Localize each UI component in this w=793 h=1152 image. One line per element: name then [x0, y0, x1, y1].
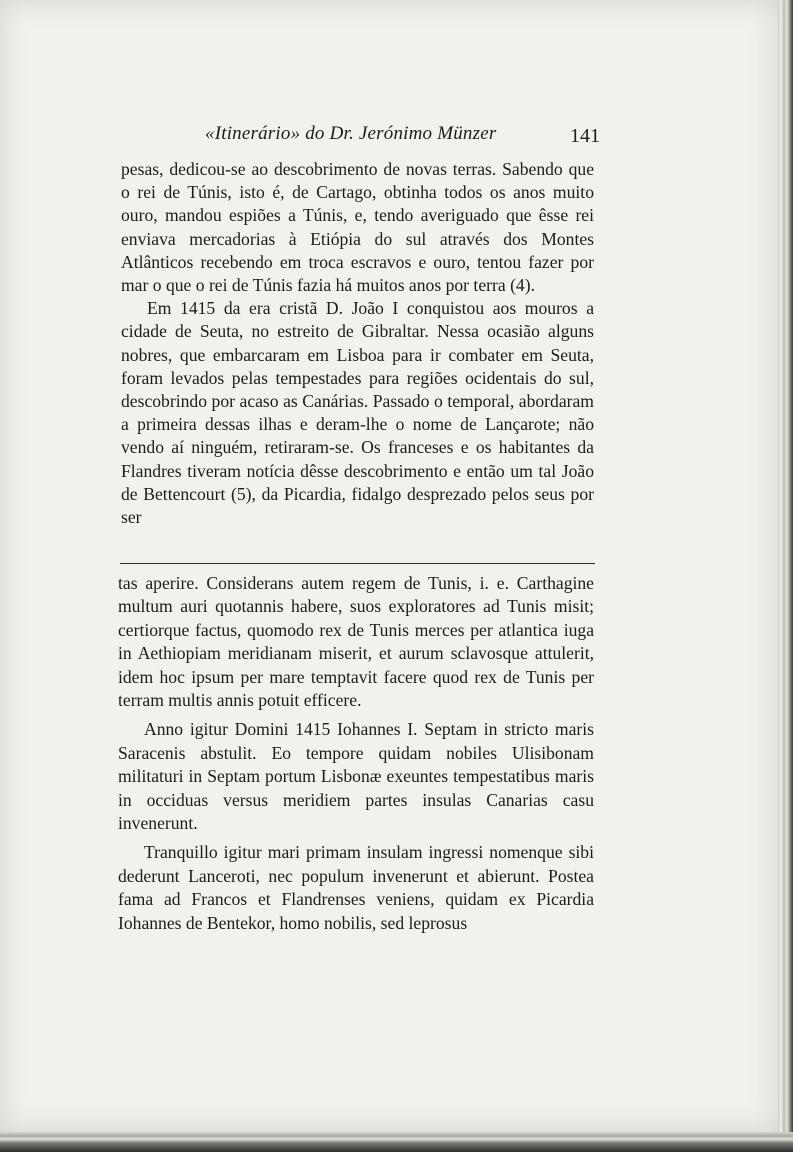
latin-text: [118, 572, 594, 935]
paragraph-text: , da Picardia, fidalgo desprezado pelos seus por ser: [121, 483, 594, 528]
divider-rule: [120, 563, 595, 564]
paragraph: Tranquillo igitur mari primam insulam ingressi nomenque sibi dederunt Lanceroti, nec populum invenerunt et abierunt. Postea fama ad Francos et Flandrenses veniens, quidam ex Picardia Iohannes de Bentekor, homo nobilis, sed leprosus: [118, 842, 594, 933]
running-title: «Itinerário» do Dr. Jerónimo Münzer: [205, 123, 497, 144]
paragraph: tas aperire. Considerans autem regem de Tunis, i. e. Carthagine multum auri quotannis habere, suos exploratores ad Tunis misit; certiorque factus, quomodo rex de Tunis merces per atlantica iuga in Aethiopiam meridianam miserit, et aurum sclavosque attulerit, idem hoc ipsum per mare temptavit facere quod rex de Tunis per terram multis annis potuit efficere.: [118, 573, 594, 711]
paragraph-text: pesas, dedicou-se ao descobrimento de novas terras. Sabendo que o rei de Túnis, isto é, de Cartago, obtinha todos os anos muito ouro, mandou espiões a Túnis, e, tendo averiguado que êsse rei enviava mercadorias à Etiópia do sul através dos Montes Atlânticos recebendo em troca escravos e ouro, tentou fazer por mar o que o rei de Túnis fazia há muitos anos por terra: [121, 159, 594, 296]
paragraph: [121, 297, 594, 529]
page-number: 141: [570, 125, 600, 147]
page-header: [205, 123, 600, 153]
portuguese-text: [121, 158, 594, 529]
page-edge-bottom: [0, 1132, 793, 1152]
footnote-reference: (4).: [510, 275, 535, 296]
paragraph: [121, 158, 594, 297]
page-edge-right: [778, 0, 793, 1152]
footnote-reference: (5): [231, 483, 252, 504]
paragraph-text: Em 1415 da era cristã D. João I conquistou aos mouros a cidade de Seuta, no estreito de Gibraltar. Nessa ocasião alguns nobres, que embarcaram em Lisboa para ir combater em Seuta, foram levados pelas tempestades para regiões ocidentais do sul, descobrindo por acaso as Canárias. Passado o temporal, abordaram a primeira dessas ilhas e deram-lhe o nome de Lançarote; não vendo aí ninguém, retiraram-se. Os franceses e os habitantes da Flandres tiveram notícia dêsse descobrimento e então um tal João de Bettencourt: [121, 298, 594, 504]
paragraph: Anno igitur Domini 1415 Iohannes I. Septam in stricto maris Saracenis abstulit. Eo tempore quidam nobiles Ulisibonam militaturi in Septam portum Lisbonæ exeuntes tempestatibus maris in occiduas versus meridiem partes insulas Canarias casu invenerunt.: [118, 719, 594, 834]
